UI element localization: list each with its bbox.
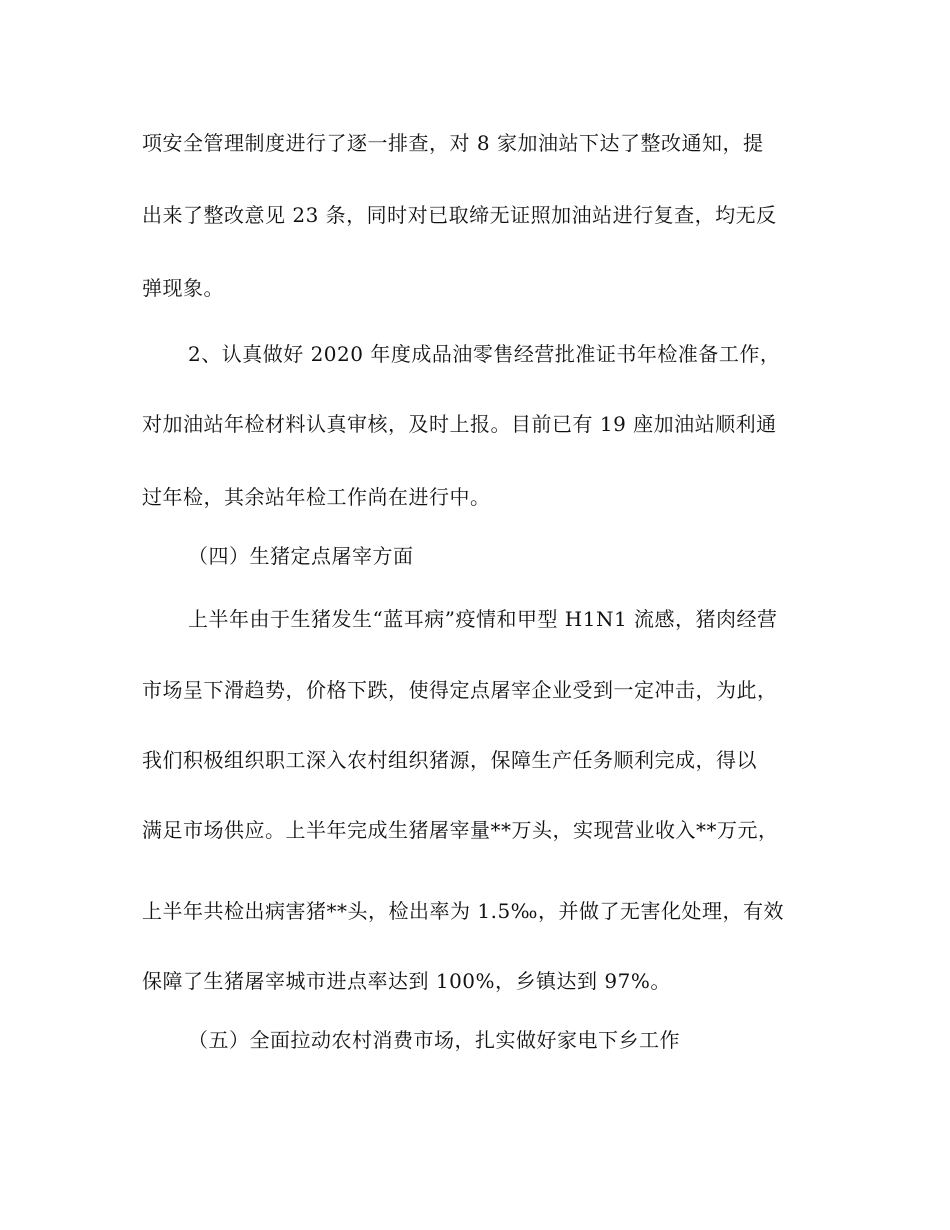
paragraph-line: 项安全管理制度进行了逐一排查，对 8 家加油站下达了整改通知，提 (142, 131, 764, 155)
section-heading: （五）全面拉动农村消费市场，扎实做好家电下乡工作 (188, 1028, 680, 1052)
paragraph-line: 市场呈下滑趋势，价格下跌，使得定点屠宰企业受到一定冲击，为此， (142, 678, 778, 702)
paragraph-line: 上半年由于生猪发生“蓝耳病”疫情和甲型 H1N1 流感，猪肉经营 (188, 607, 778, 631)
paragraph-line: 上半年共检出病害猪**头，检出率为 1.5‰，并做了无害化处理，有效 (142, 899, 784, 923)
paragraph-line: 弹现象。 (142, 276, 224, 300)
paragraph-line: 2、认真做好 2020 年度成品油零售经营批准证书年检准备工作， (188, 342, 781, 366)
paragraph-line: 保障了生猪屠宰城市进点率达到 100%，乡镇达到 97%。 (142, 969, 671, 993)
paragraph-line: 对加油站年检材料认真审核，及时上报。目前已有 19 座加油站顺利通 (142, 412, 777, 436)
paragraph-line: 我们积极组织职工深入农村组织猪源，保障生产任务顺利完成，得以 (142, 748, 757, 772)
paragraph-line: 过年检，其余站年检工作尚在进行中。 (142, 485, 491, 509)
paragraph-line: 满足市场供应。上半年完成生猪屠宰量**万头，实现营业收入**万元， (142, 818, 779, 842)
section-heading: （四）生猪定点屠宰方面 (188, 544, 414, 568)
paragraph-line: 出来了整改意见 23 条，同时对已取缔无证照加油站进行复查，均无反 (142, 203, 777, 227)
